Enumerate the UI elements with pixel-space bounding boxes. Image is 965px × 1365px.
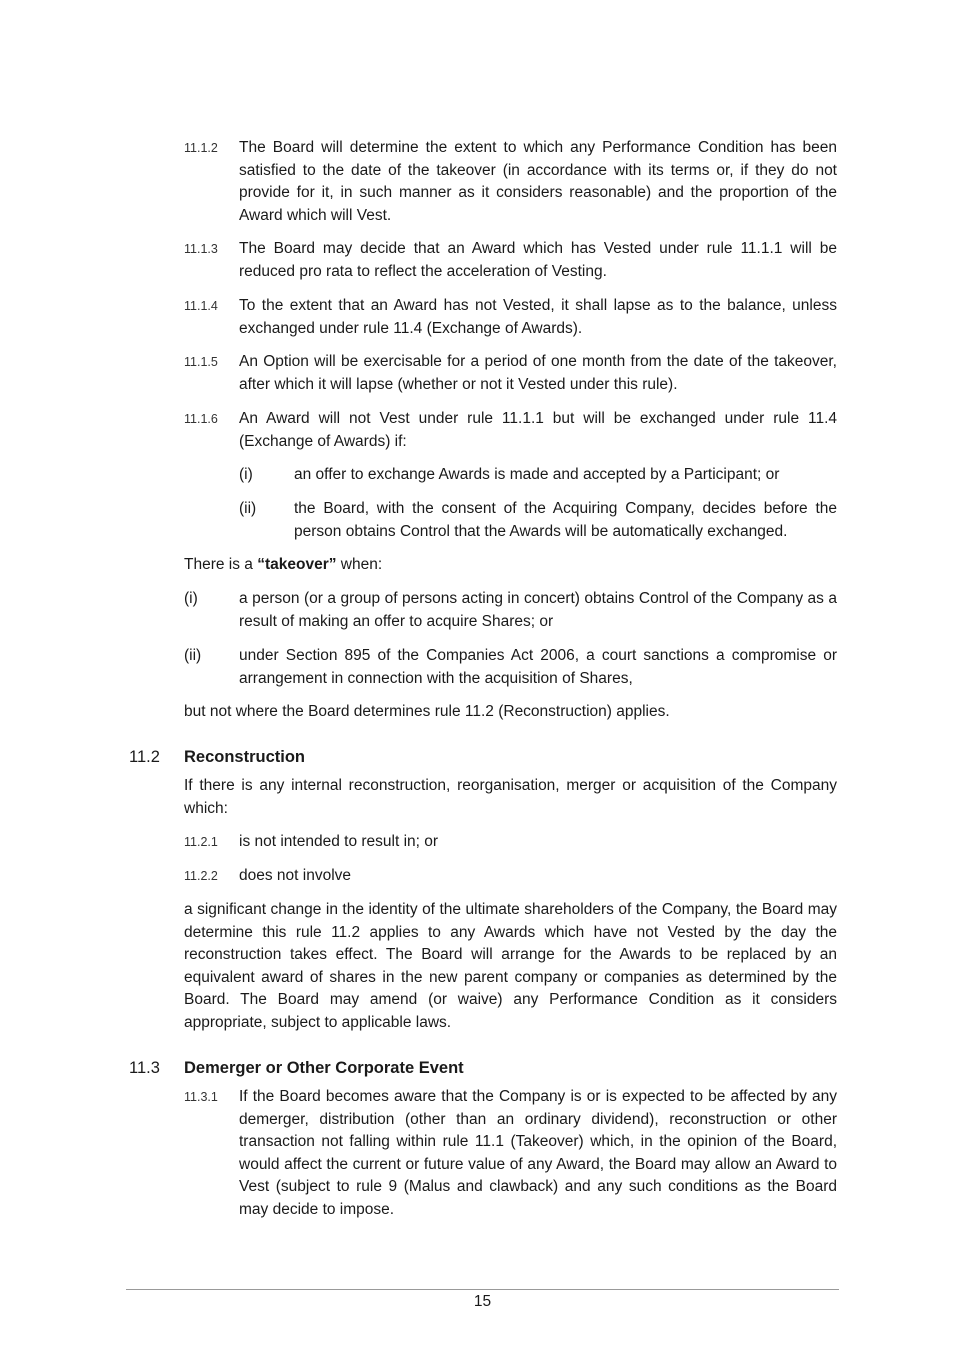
takeover-definition-intro: There is a “takeover” when:: [184, 556, 383, 573]
section-title: Reconstruction: [184, 748, 306, 766]
clause-number: 11.1.4: [184, 299, 218, 313]
list-item-number: (ii): [239, 500, 257, 517]
clause-text: To the extent that an Award has not Vested, it shall lapse as to the balance, unless exchanged under rule 11.4 (Exchange of Awards).: [239, 297, 837, 337]
clause-number: 11.3.1: [184, 1090, 218, 1104]
clause-number: 11.1.2: [184, 141, 218, 155]
clause-text: The Board will determine the extent to which any Performance Condition has been satisfied to the date of the takeover (in accordance with its terms or, if they do not provide for it, in such manner as it considers reasonable) and the proportion of the Award which will Vest.: [239, 139, 837, 224]
footer-divider: [126, 1289, 839, 1290]
clause-text: If the Board becomes aware that the Company is or is expected to be affected by any demerger, distribution (other than an ordinary dividend), reconstruction or other transaction not falling within rule 11.1 (Takeover) which, in the opinion of the Board, would affect the current or future value of any Award, the Board may allow an Award to Vest (subject to rule 9 (Malus and clawback) and any such conditions as the Board may decide to impose.: [239, 1088, 837, 1218]
defined-term: “takeover”: [257, 556, 337, 573]
clause-text: An Award will not Vest under rule 11.1.1 but will be exchanged under rule 11.4 (Exchange of Awards) if:: [239, 410, 837, 450]
list-item-text: an offer to exchange Awards is made and accepted by a Participant; or: [294, 466, 780, 483]
section-number: 11.2: [129, 748, 160, 766]
clause-text: The Board may decide that an Award which has Vested under rule 11.1.1 will be reduced pro rata to reflect the acceleration of Vesting.: [239, 240, 837, 280]
list-item-number: (ii): [184, 647, 202, 664]
section-title: Demerger or Other Corporate Event: [184, 1059, 464, 1077]
clause-number: 11.1.3: [184, 242, 218, 256]
section-closing: a significant change in the identity of the ultimate shareholders of the Company, the Board may determine this rule 11.2 applies to any Awards which have not Vested by the day the reconstruction takes effect. The Board will arrange for the Awards to be replaced by an equivalent award of shares in the new parent company or companies as determined by the Board. The Board may amend (or waive) any Performance Condition as it considers appropriate, subject to applicable laws.: [184, 901, 837, 1031]
clause-number: 11.2.2: [184, 869, 218, 883]
section-intro: If there is any internal reconstruction, reorganisation, merger or acquisition of the Company which:: [184, 777, 837, 817]
section-number: 11.3: [129, 1059, 160, 1077]
list-item-text: a person (or a group of persons acting in concert) obtains Control of the Company as a result of making an offer to acquire Shares; or: [239, 590, 837, 630]
list-item-text: the Board, with the consent of the Acquiring Company, decides before the person obtains Control that the Awards will be automatically exchanged.: [294, 500, 837, 540]
clause-text: is not intended to result in; or: [239, 833, 439, 850]
clause-number: 11.1.6: [184, 412, 218, 426]
list-item-number: (i): [239, 466, 253, 483]
page-number: 15: [473, 1293, 492, 1310]
clause-text: An Option will be exercisable for a period of one month from the date of the takeover, after which it will lapse (whether or not it Vested under this rule).: [239, 353, 837, 393]
clause-text: does not involve: [239, 867, 352, 884]
takeover-closing: but not where the Board determines rule 11.2 (Reconstruction) applies.: [184, 703, 670, 720]
list-item-number: (i): [184, 590, 198, 607]
clause-number: 11.1.5: [184, 355, 218, 369]
clause-number: 11.2.1: [184, 835, 218, 849]
list-item-text: under Section 895 of the Companies Act 2006, a court sanctions a compromise or arrangement in connection with the acquisition of Shares,: [239, 647, 837, 687]
